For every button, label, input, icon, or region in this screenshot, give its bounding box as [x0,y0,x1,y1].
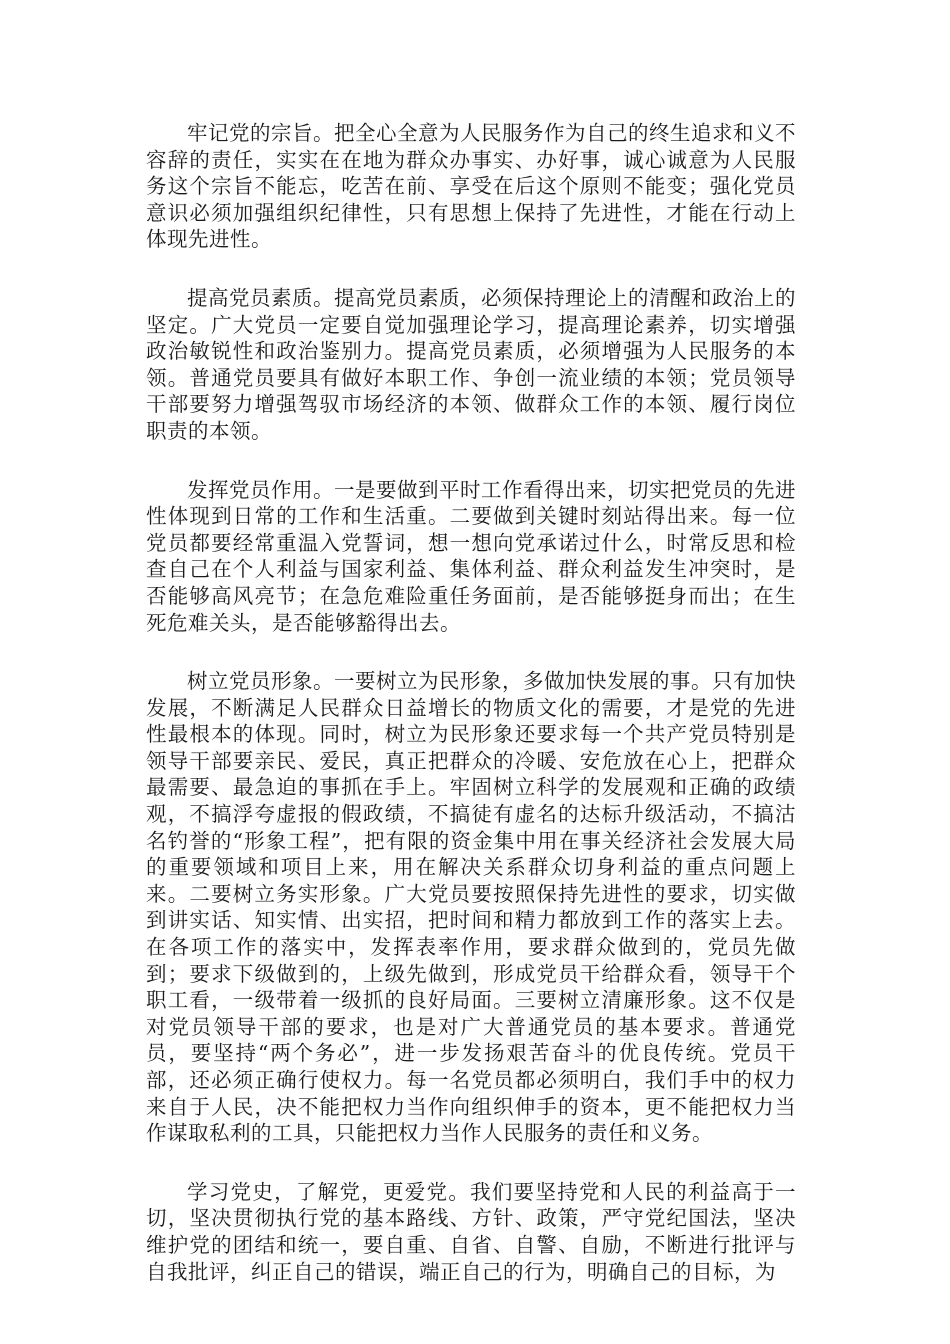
paragraph-member-image: 树立党员形象。一要树立为民形象，多做加快发展的事。只有加快发展，不断满足人民群众日益增长的物质文化的需要，才是党的先进性最根本的体现。同时，树立为民形象还要求每一个共产党员特别是领导干部要亲民、爱民，真正把群众的冷暖、安危放在心上，把群众最需要、最急迫的事抓在手上。牢固树立科学的发展观和正确的政绩观，不搞浮夸虚报的假政绩，不搞徒有虚名的达标升级活动，不搞沽名钓誉的“形象工程”，把有限的资金集中用在事关经济社会发展大局的重要领域和项目上来，用在解决关系群众切身利益的重点问题上来。二要树立务实形象。广大党员要按照保持先进性的要求，切实做到讲实话、知实情、出实招，把时间和精力都放到工作的落实上去。在各项工作的落实中，发挥表率作用，要求群众做到的，党员先做到；要求下级做到的，上级先做到，形成党员干给群众看，领导干个职工看，一级带着一级抓的良好局面。三要树立清廉形象。这不仅是对党员领导干部的要求，也是对广大普通党员的基本要求。普通党员，要坚持“两个务必”，进一步发扬艰苦奋斗的优良传统。党员干部，还必须正确行使权力。每一名党员都必须明白，我们手中的权力来自于人民，决不能把权力当作向组织伸手的资本，更不能把权力当作谋取私利的工具，只能把权力当作人民服务的责任和义务。 [146,669,796,1146]
document-page [146,120,796,1285]
paragraph-party-history: 学习党史，了解党，更爱党。我们要坚持党和人民的利益高于一切，坚决贯彻执行党的基本路线、方针、政策，严守党纪国法，坚决维护党的团结和统一，要自重、自省、自警、自励，不断进行批评与自我批评，纠正自己的错误，端正自己的行为，明确自己的目标，为 [146,1179,796,1284]
paragraph-member-quality: 提高党员素质。提高党员素质，必须保持理论上的清醒和政治上的坚定。广大党员一定要自觉加强理论学习，提高理论素养，切实增强政治敏锐性和政治鉴别力。提高党员素质，必须增强为人民服务的本领。普通党员要具有做好本职工作、争创一流业绩的本领；党员领导干部要努力增强驾驭市场经济的本领、做群众工作的本领、履行岗位职责的本领。 [146,285,796,443]
paragraph-party-purpose: 牢记党的宗旨。把全心全意为人民服务作为自己的终生追求和义不容辞的责任，实实在在地为群众办事实、办好事，诚心诚意为人民服务这个宗旨不能忘，吃苦在前、享受在后这个原则不能变；强化党员意识必须加强组织纪律性，只有思想上保持了先进性，才能在行动上体现先进性。 [146,121,796,252]
paragraph-member-role: 发挥党员作用。一是要做到平时工作看得出来，切实把党员的先进性体现到日常的工作和生活重。二要做到关键时刻站得出来。每一位党员都要经常重温入党誓词，想一想向党承诺过什么，时常反思和检查自己在个人利益与国家利益、集体利益、群众利益发生冲突时，是否能够高风亮节；在急危难险重任务面前，是否能够挺身而出；在生死危难关头，是否能够豁得出去。 [146,477,796,635]
